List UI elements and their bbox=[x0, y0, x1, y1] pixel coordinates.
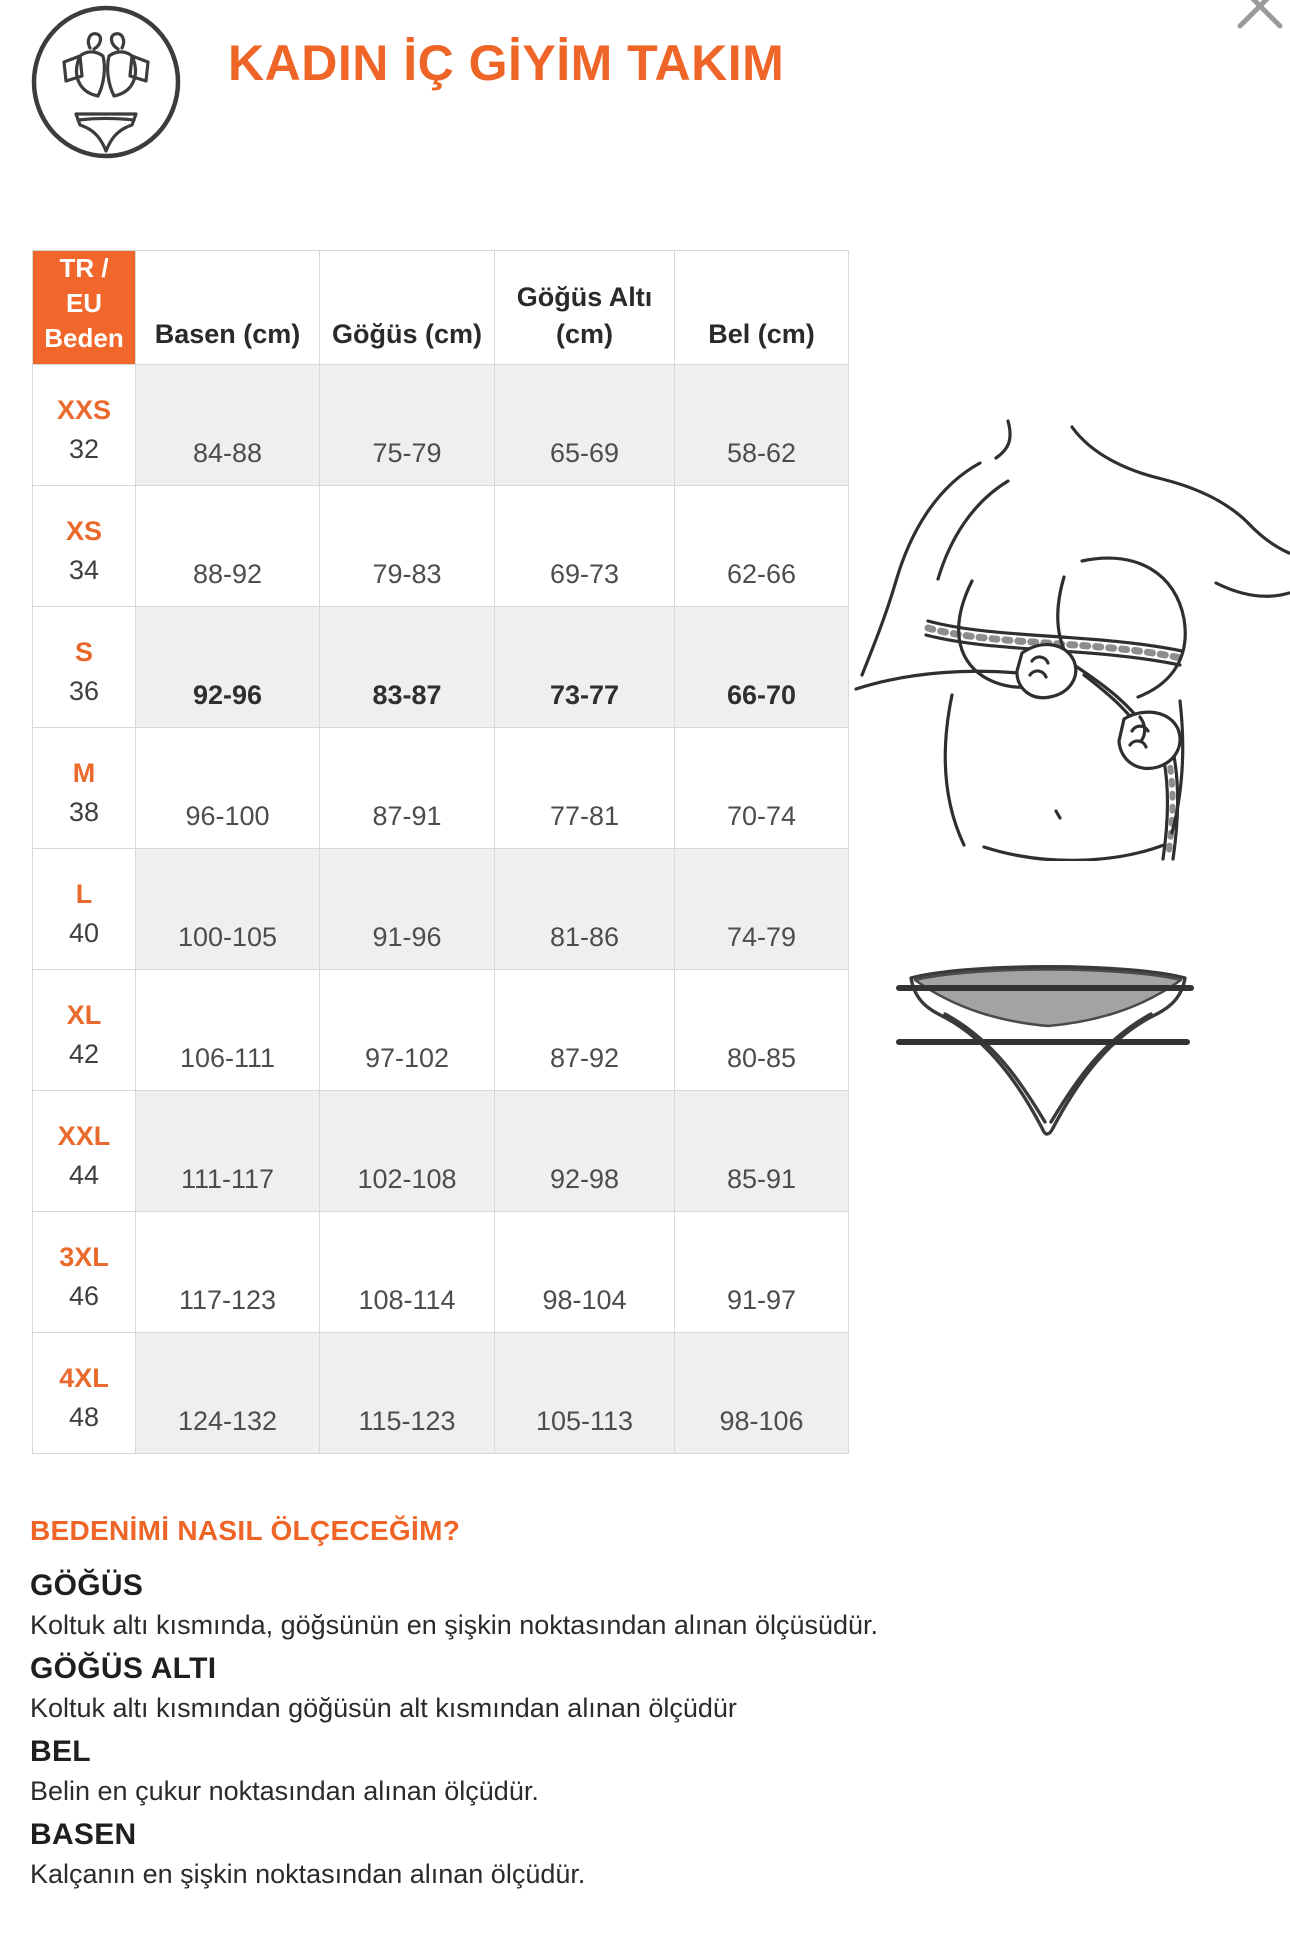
size-row-xxl bbox=[33, 1091, 849, 1212]
underbust-value: 73-77 bbox=[495, 607, 675, 728]
column-header-size bbox=[33, 251, 136, 365]
bust-value: 97-102 bbox=[320, 970, 495, 1091]
size-label: 4XL bbox=[59, 1363, 109, 1393]
close-icon[interactable] bbox=[1232, 0, 1288, 36]
bust-value: 79-83 bbox=[320, 486, 495, 607]
underbust-value: 77-81 bbox=[495, 728, 675, 849]
size-header-line: EU bbox=[65, 288, 103, 319]
page-title: KADIN İÇ GİYİM TAKIM bbox=[228, 35, 785, 91]
guide-heading: BEDENİMİ NASIL ÖLÇECEĞİM? bbox=[30, 1515, 461, 1546]
guide-definition-hip: Kalçanın en şişkin noktasından alınan ölçüdür. bbox=[30, 1859, 586, 1889]
size-header-line: Beden bbox=[44, 323, 124, 354]
waist-value: 70-74 bbox=[675, 728, 849, 849]
header-row bbox=[33, 251, 849, 365]
size-label-cell bbox=[33, 365, 136, 486]
waist-value: 74-79 bbox=[675, 849, 849, 970]
size-row-l bbox=[33, 849, 849, 970]
size-chart-table bbox=[32, 250, 849, 1454]
size-label: XS bbox=[65, 516, 103, 546]
size-label: S bbox=[74, 637, 93, 667]
eu-size: 48 bbox=[68, 1402, 100, 1433]
size-label-cell bbox=[33, 486, 136, 607]
bust-measuring-illustration bbox=[832, 383, 1290, 866]
size-label-cell bbox=[33, 728, 136, 849]
column-header-underbust bbox=[495, 251, 675, 365]
guide-definition-waist: Belin en çukur noktasından alınan ölçüdür. bbox=[30, 1776, 539, 1806]
size-label-cell bbox=[33, 1333, 136, 1454]
waist-value: 98-106 bbox=[675, 1333, 849, 1454]
eu-size: 34 bbox=[68, 555, 100, 586]
hip-value: 96-100 bbox=[136, 728, 320, 849]
size-row-4xl bbox=[33, 1333, 849, 1454]
hip-value: 88-92 bbox=[136, 486, 320, 607]
guide-term-waist: BEL bbox=[30, 1735, 91, 1768]
bust-value: 87-91 bbox=[320, 728, 495, 849]
underbust-value: 92-98 bbox=[495, 1091, 675, 1212]
hip-value: 124-132 bbox=[136, 1333, 320, 1454]
bust-value: 75-79 bbox=[320, 365, 495, 486]
eu-size: 44 bbox=[68, 1160, 100, 1191]
measuring-guide bbox=[30, 1515, 1210, 1895]
hip-value: 100-105 bbox=[136, 849, 320, 970]
bust-value: 83-87 bbox=[320, 607, 495, 728]
waist-value: 80-85 bbox=[675, 970, 849, 1091]
column-header-waist: Bel (cm) bbox=[675, 251, 849, 365]
size-label: XL bbox=[66, 1000, 102, 1030]
bust-value: 115-123 bbox=[320, 1333, 495, 1454]
hip-value: 111-117 bbox=[136, 1091, 320, 1212]
size-row-xl bbox=[33, 970, 849, 1091]
size-label: 3XL bbox=[59, 1242, 109, 1272]
bust-value: 102-108 bbox=[320, 1091, 495, 1212]
guide-definition-bust: Koltuk altı kısmında, göğsünün en şişkin noktasından alınan ölçüsüdür. bbox=[30, 1610, 879, 1640]
waist-value: 58-62 bbox=[675, 365, 849, 486]
guide-term-hip: BASEN bbox=[30, 1818, 137, 1851]
size-label-cell bbox=[33, 607, 136, 728]
size-row-m bbox=[33, 728, 849, 849]
size-label: L bbox=[75, 879, 93, 909]
bust-value: 91-96 bbox=[320, 849, 495, 970]
underbust-header-line: Göğüs Altı bbox=[516, 282, 653, 313]
size-row-xxs bbox=[33, 365, 849, 486]
eu-size: 38 bbox=[68, 797, 100, 828]
underbust-value: 69-73 bbox=[495, 486, 675, 607]
size-row-3xl bbox=[33, 1212, 849, 1333]
eu-size: 36 bbox=[68, 676, 100, 707]
waist-value: 91-97 bbox=[675, 1212, 849, 1333]
underbust-value: 65-69 bbox=[495, 365, 675, 486]
hip-value: 117-123 bbox=[136, 1212, 320, 1333]
eu-size: 46 bbox=[68, 1281, 100, 1312]
eu-size: 32 bbox=[68, 434, 100, 465]
size-label-cell bbox=[33, 970, 136, 1091]
guide-term-bust: GÖĞÜS bbox=[30, 1569, 144, 1602]
underbust-header-line: (cm) bbox=[555, 318, 613, 349]
eu-size: 42 bbox=[68, 1039, 100, 1070]
size-row-s bbox=[33, 607, 849, 728]
guide-term-underbust: GÖĞÜS ALTI bbox=[30, 1652, 217, 1685]
size-row-xs bbox=[33, 486, 849, 607]
waist-value: 62-66 bbox=[675, 486, 849, 607]
size-label: XXS bbox=[56, 395, 112, 425]
waist-value: 85-91 bbox=[675, 1091, 849, 1212]
underbust-value: 98-104 bbox=[495, 1212, 675, 1333]
column-header-hip: Basen (cm) bbox=[136, 251, 320, 365]
hip-value: 92-96 bbox=[136, 607, 320, 728]
eu-size: 40 bbox=[68, 918, 100, 949]
size-label-cell bbox=[33, 1212, 136, 1333]
underbust-value: 81-86 bbox=[495, 849, 675, 970]
lingerie-set-icon bbox=[28, 4, 184, 165]
column-header-bust: Göğüs (cm) bbox=[320, 251, 495, 365]
size-label: XXL bbox=[57, 1121, 111, 1151]
size-label-cell bbox=[33, 849, 136, 970]
bust-value: 108-114 bbox=[320, 1212, 495, 1333]
waist-value: 66-70 bbox=[675, 607, 849, 728]
size-header-line: TR / bbox=[59, 253, 109, 283]
hip-value: 106-111 bbox=[136, 970, 320, 1091]
hip-value: 84-88 bbox=[136, 365, 320, 486]
size-label: M bbox=[72, 758, 96, 788]
underbust-value: 87-92 bbox=[495, 970, 675, 1091]
guide-definition-underbust: Koltuk altı kısmından göğüsün alt kısmından alınan ölçüdür bbox=[30, 1693, 737, 1723]
panty-measuring-illustration bbox=[893, 948, 1203, 1158]
underbust-value: 105-113 bbox=[495, 1333, 675, 1454]
size-label-cell bbox=[33, 1091, 136, 1212]
